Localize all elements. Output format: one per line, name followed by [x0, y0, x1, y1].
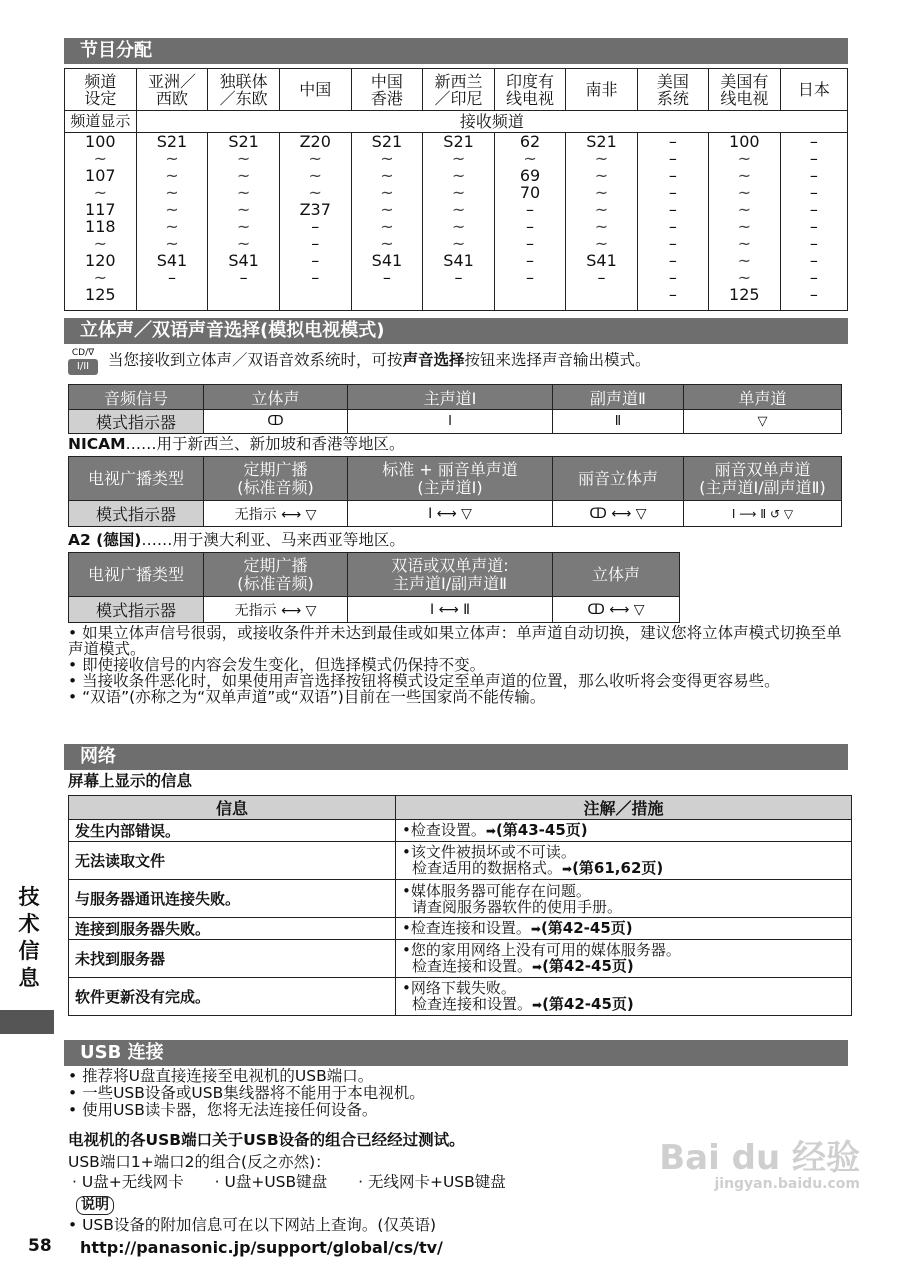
receive-channel-label: 接收频道 — [136, 111, 847, 133]
table-row: 与服务器通讯连接失败。 •媒体服务器可能存在问题。 请查阅服务器软件的使用手册。 — [69, 880, 852, 918]
nicam-note: NICAM……用于新西兰、新加坡和香港等地区。 — [68, 435, 405, 453]
usb-note: • USB设备的附加信息可在以下网站上查询。(仅英语) — [68, 1216, 436, 1234]
network-subtitle: 屏幕上显示的信息 — [68, 772, 193, 790]
channel-column: S21 ~ ~ ~ ~ ~ ~ S41 – — [208, 133, 280, 311]
channel-column: 100 ~ 107 ~ 117 118 ~ 120 ~ 125 — [65, 133, 137, 311]
table-row: 未找到服务器 •您的家用网络上没有可用的媒体服务器。 检查连接和设置。➡(第42-45页) — [69, 940, 852, 978]
channel-header-cell: 日本 — [780, 69, 847, 111]
sidebar-tab: 技 术 信 息 — [0, 884, 54, 1034]
stereo-intro: 当您接收到立体声／双语音效系统时，可按声音选择按钮来选择声音输出模式。 — [108, 351, 651, 369]
channel-column: – – – – – – – – – – — [637, 133, 708, 311]
section-title-stereo: 立体声／双语声音选择(模拟电视模式) — [64, 318, 848, 344]
channel-column: 62 ~ 69 70 – – – – – — [494, 133, 565, 311]
a2-table: 电视广播类型 定期广播 (标准音频) 双语或双单声道: 主声道Ⅰ/副声道Ⅱ 立体声 模式指示器 无指示 ⟷ ▽ Ⅰ ⟷ Ⅱ ↀ ⟷ ▽ — [68, 552, 680, 623]
mode-indicator-label: 模式指示器 — [69, 410, 204, 434]
table-row: 发生内部错误。 •检查设置。➡(第43-45页) — [69, 820, 852, 842]
channel-table — [64, 68, 848, 311]
network-table: 信息 注解／措施 发生内部错误。 •检查设置。➡(第43-45页) 无法读取文件 •该文件被损坏或不可读。 检查适用的数据格式。➡(第61,62页) 与服务器通讯连接失败。 •媒体服务器可能存在问题。 请查阅服务器软件的使用手册。 连接到服务器失败。 •检查连接和设置。➡(第42-45页) 未找到服务器 •您的家用网络上没有可用的媒体服务器。 检查连接和设置。➡(第42-45页) 软件更新没有完成。 •网络下载失败。 检查连接和设置。➡(第42-45页) — [68, 795, 852, 1016]
section-title-usb: USB 连接 — [64, 1040, 848, 1066]
channel-header-cell: 美国有 线电视 — [709, 69, 781, 111]
watermark-logo: Bai du 经验 jingyan.baidu.com — [659, 1138, 860, 1192]
arrow-icon: ➡ — [532, 998, 543, 1012]
channel-column: – – – – – – – – – – — [780, 133, 847, 311]
stereo-notes: • 如果立体声信号很弱，或接收条件并未达到最佳或如果立体声：单声道自动切换，建议您将立体声模式切换至单声道模式。 • 即使接收信号的内容会发生变化，但选择模式仍保持不变。 • 当接收条件恶化时，如果使用声音选择按钮将模式设定至单声道的位置，那么收听将会变得更容易些。 • “双语”(亦称之为“双单声道”或“双语”)目前在一些国家尚不能传输。 — [68, 624, 842, 706]
channel-header-cell: 中国 — [279, 69, 351, 111]
table-row: 无法读取文件 •该文件被损坏或不可读。 检查适用的数据格式。➡(第61,62页) — [69, 842, 852, 880]
usb-combo-title: USB端口1+端口2的组合(反之亦然)： — [68, 1153, 331, 1171]
sidebar-marker — [0, 1010, 54, 1034]
arrow-icon: ➡ — [532, 960, 543, 974]
channel-header-cell: 频道 设定 — [65, 69, 137, 111]
channel-column: S21 ~ ~ ~ ~ ~ ~ S41 – — [351, 133, 423, 311]
section-title-channels: 节目分配 — [64, 38, 848, 64]
channel-header-cell: 美国 系统 — [637, 69, 708, 111]
channel-column: S21 ~ ~ ~ ~ ~ ~ S41 – — [423, 133, 495, 311]
channel-column: S21 ~ ~ ~ ~ ~ ~ S41 – — [566, 133, 638, 311]
support-url[interactable]: http://panasonic.jp/support/global/cs/tv/ — [80, 1238, 443, 1257]
arrow-icon: ➡ — [530, 922, 541, 936]
usb-bullets: • 推荐将U盘直接连接至电视机的USB端口。 • 一些USB设备或USB集线器将不能用于本电视机。 • 使用USB读卡器，您将无法连接任何设备。 — [68, 1067, 425, 1119]
channel-display-label: 频道显示 — [65, 111, 137, 133]
channel-header-cell: 新西兰 ／印尼 — [423, 69, 495, 111]
nicam-table: 电视广播类型 定期广播 (标准音频) 标准 + 丽音单声道 (主声道Ⅰ) 丽音立体声 丽音双单声道 (主声道Ⅰ/副声道Ⅱ) 模式指示器 无指示 ⟷ ▽ Ⅰ ⟷ ▽ ↀ ⟷ ▽ Ⅰ ⟶ Ⅱ ↺ ▽ — [68, 456, 842, 527]
channel-header-cell: 亚洲／ 西欧 — [136, 69, 208, 111]
arrow-icon: ➡ — [485, 824, 496, 838]
usb-combos: · U盘+无线网卡 · U盘+USB键盘 · 无线网卡+USB键盘 — [72, 1173, 506, 1191]
channel-column: Z20 ~ ~ ~ Z37 – – – – — [279, 133, 351, 311]
page-number: 58 — [28, 1236, 52, 1256]
channel-column: S21 ~ ~ ~ ~ ~ ~ S41 – — [136, 133, 208, 311]
arrow-icon: ➡ — [562, 862, 573, 876]
table-row: 连接到服务器失败。 •检查连接和设置。➡(第42-45页) — [69, 918, 852, 940]
sound-select-key-icon: CD/∇ I/II — [64, 348, 102, 378]
note-badge: 说明 — [76, 1196, 114, 1215]
channel-column: 100 ~ ~ ~ ~ ~ ~ ~ ~ 125 — [709, 133, 781, 311]
channel-header-cell: 中国 香港 — [351, 69, 423, 111]
section-title-network: 网络 — [64, 744, 848, 770]
a2-note: A2 (德国)……用于澳大利亚、马来西亚等地区。 — [68, 531, 405, 549]
channel-header-cell: 印度有 线电视 — [494, 69, 565, 111]
channel-header-cell: 独联体 ／东欧 — [208, 69, 280, 111]
audio-signal-table: 音频信号 立体声 主声道Ⅰ 副声道Ⅱ 单声道 模式指示器 ↀ Ⅰ Ⅱ ▽ — [68, 384, 842, 434]
table-row: 软件更新没有完成。 •网络下载失败。 检查连接和设置。➡(第42-45页) — [69, 978, 852, 1016]
channel-header-cell: 南非 — [566, 69, 638, 111]
usb-tested-line: 电视机的各USB端口关于USB设备的组合已经经过测试。 — [68, 1131, 465, 1149]
